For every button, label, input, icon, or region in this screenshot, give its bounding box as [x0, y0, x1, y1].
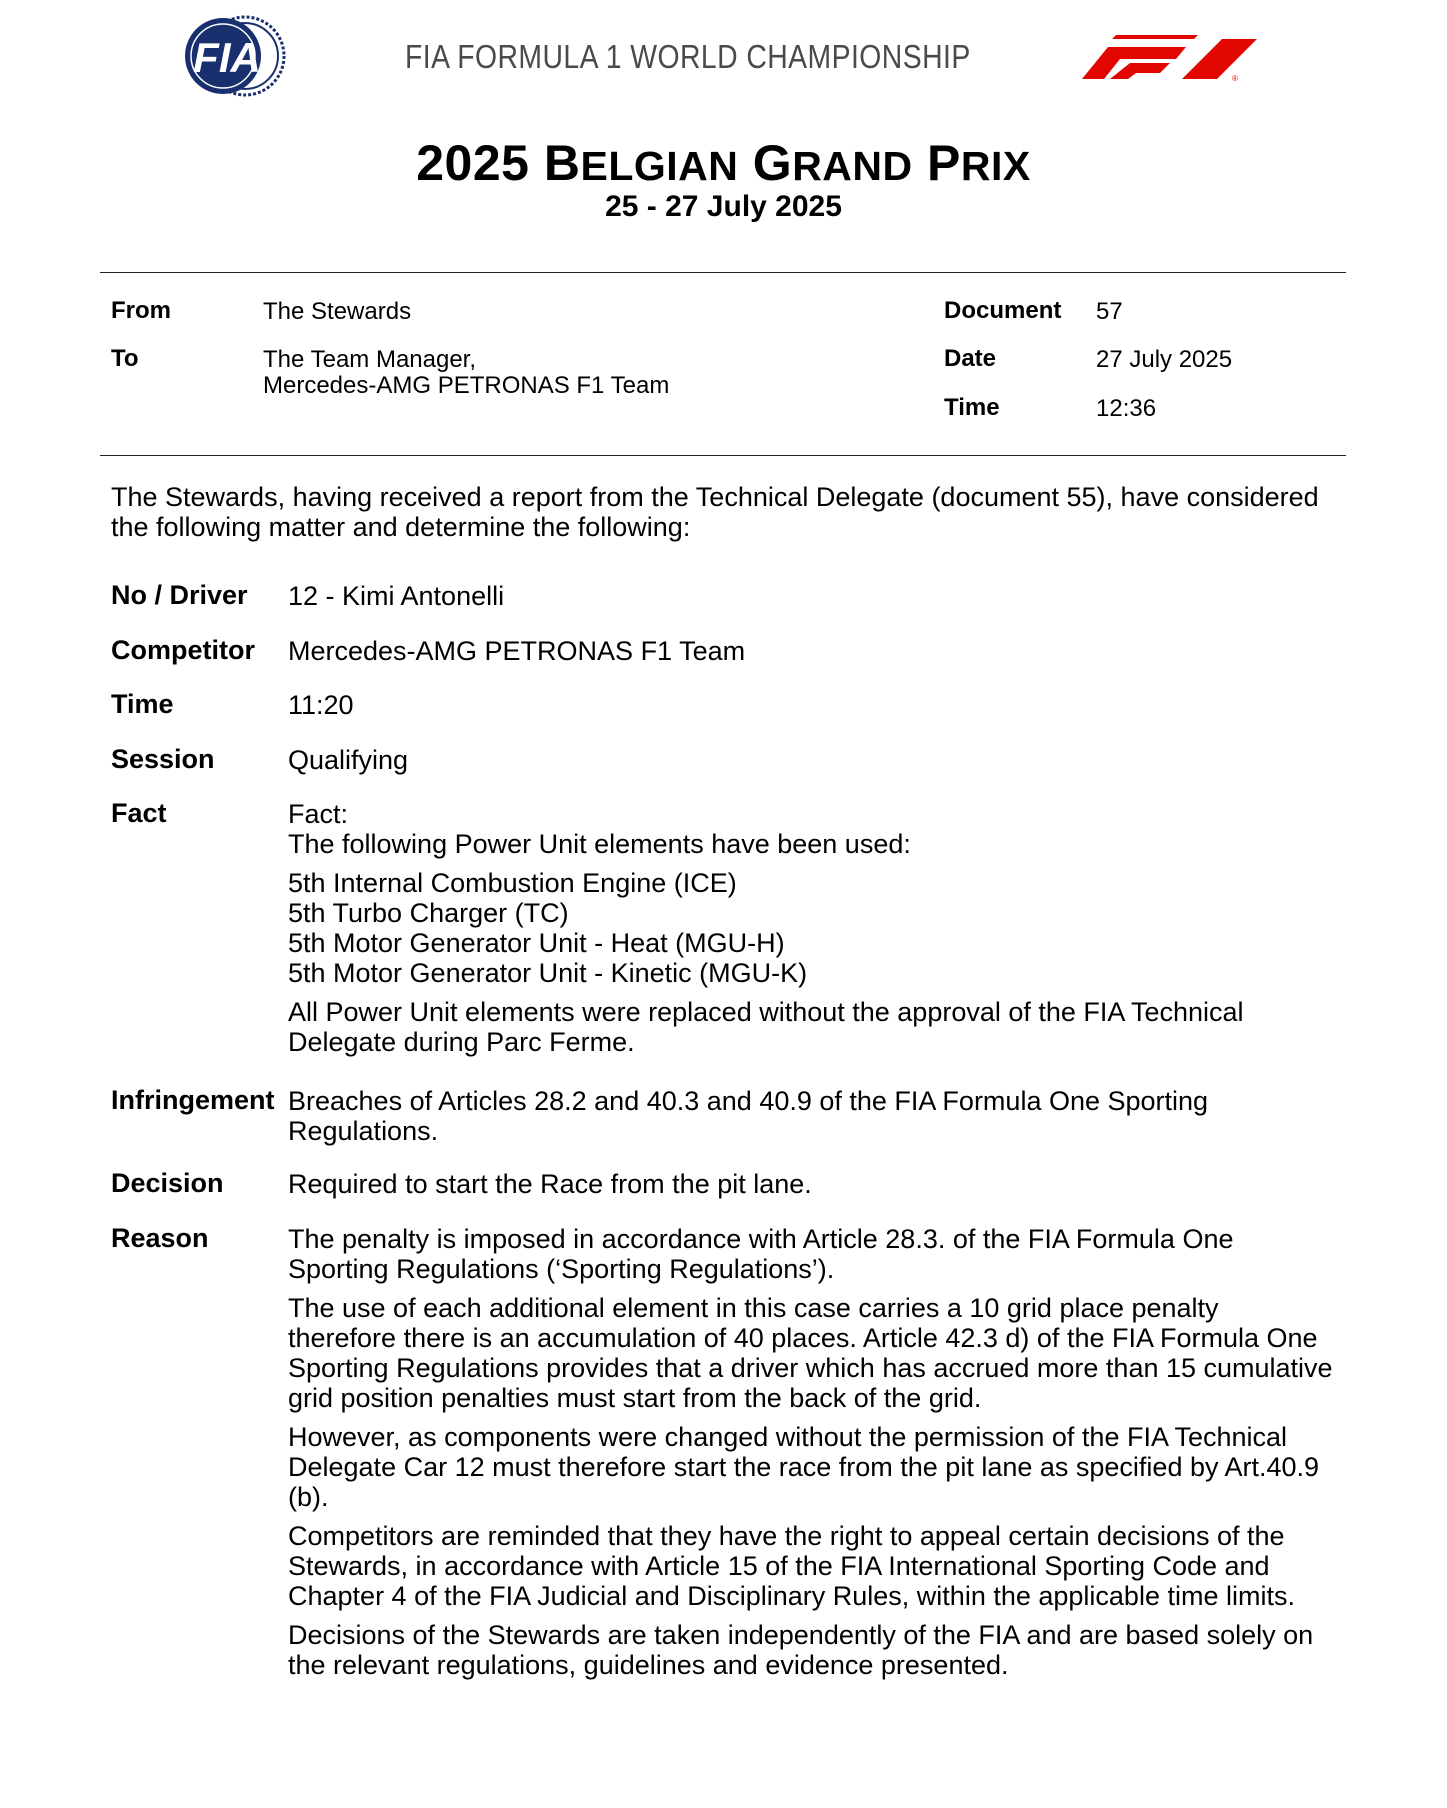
- driver-label: No / Driver: [111, 580, 248, 610]
- date-value: 27 July 2025: [1096, 346, 1233, 373]
- competitor-label: Competitor: [111, 635, 255, 665]
- reason-label: Reason: [111, 1223, 209, 1253]
- reason-paragraph: Decisions of the Stewards are taken independently of the FIA and are based solely on the relevant regulations, guidelines and evidence presented.: [288, 1620, 1314, 1680]
- session-value: Qualifying: [288, 745, 409, 775]
- divider: [100, 455, 1346, 456]
- fia-logo: [183, 14, 305, 98]
- time-row-label: Time: [111, 689, 174, 719]
- f1-logo: [1082, 33, 1257, 83]
- time-label: Time: [944, 394, 1000, 421]
- from-label: From: [111, 297, 171, 324]
- decision-value: Required to start the Race from the pit lane.: [288, 1169, 812, 1199]
- reason-value: [288, 1224, 1333, 1680]
- fact-item: 5th Internal Combustion Engine (ICE): [288, 868, 737, 898]
- reason-paragraph: Competitors are reminded that they have the right to appeal certain decisions of the Stewards, in accordance with Article 15 of the FIA International Sporting Code and Chapter 4 of the FIA Judicial and Disciplinary Rules, within the applicable time limits.: [288, 1521, 1295, 1611]
- from-value: The Stewards: [263, 298, 412, 325]
- to-label: To: [111, 345, 139, 372]
- to-line-2: Mercedes-AMG PETRONAS F1 Team: [263, 372, 670, 399]
- date-label: Date: [944, 345, 997, 372]
- fia-logo-text: FIA: [193, 34, 261, 81]
- reason-paragraph: However, as components were changed without the permission of the FIA Technical Delegate Car 12 must therefore start the race from the pit lane as specified by Art.40.9 (b).: [288, 1422, 1320, 1512]
- reason-paragraph: The penalty is imposed in accordance with Article 28.3. of the FIA Formula One Sporting Regulations (‘Sporting Regulations’).: [288, 1224, 1234, 1284]
- fact-label: Fact: [111, 798, 167, 828]
- competitor-value: Mercedes-AMG PETRONAS F1 Team: [288, 636, 746, 666]
- fact-note: All Power Unit elements were replaced without the approval of the FIA Technical Delegate during Parc Ferme.: [288, 997, 1244, 1057]
- time-row-value: 11:20: [288, 690, 354, 720]
- reason-paragraph: The use of each additional element in this case carries a 10 grid place penalty therefore there is an accumulation of 40 places. Article 42.3 d) of the FIA Formula One Sporting Regulations provides that a driver which has accrued more than 15 cumulative grid position penalties must start from the back of the grid.: [288, 1293, 1333, 1413]
- infringement-label: Infringement: [111, 1085, 275, 1115]
- divider: [100, 272, 1346, 273]
- decision-label: Decision: [111, 1168, 224, 1198]
- document-value: 57: [1096, 298, 1123, 325]
- to-line-1: The Team Manager,: [263, 346, 477, 373]
- driver-value: 12 - Kimi Antonelli: [288, 581, 505, 611]
- fact-item: 5th Turbo Charger (TC): [288, 898, 569, 928]
- championship-title: FIA FORMULA 1 WORLD CHAMPIONSHIP: [405, 38, 971, 75]
- fact-heading: Fact:: [288, 799, 349, 829]
- document-label: Document: [944, 297, 1062, 324]
- intro-paragraph: The Stewards, having received a report from the Technical Delegate (document 55), have considered the following matter and determine the following:: [111, 482, 1319, 542]
- fact-item: 5th Motor Generator Unit - Heat (MGU-H): [288, 928, 785, 958]
- fact-item: 5th Motor Generator Unit - Kinetic (MGU-K): [288, 958, 808, 988]
- to-value: [263, 347, 669, 399]
- infringement-value: Breaches of Articles 28.2 and 40.3 and 40.9 of the FIA Formula One Sporting Regulations.: [288, 1086, 1209, 1146]
- time-value: 12:36: [1096, 395, 1157, 422]
- session-label: Session: [111, 744, 215, 774]
- svg-text:®: ®: [1232, 74, 1238, 83]
- event-dates: 25 - 27 July 2025: [605, 190, 842, 223]
- fact-value: [288, 799, 1288, 1057]
- event-title: 2025 BELGIAN GRAND PRIX: [416, 135, 1031, 191]
- fact-intro: The following Power Unit elements have been used:: [288, 829, 911, 859]
